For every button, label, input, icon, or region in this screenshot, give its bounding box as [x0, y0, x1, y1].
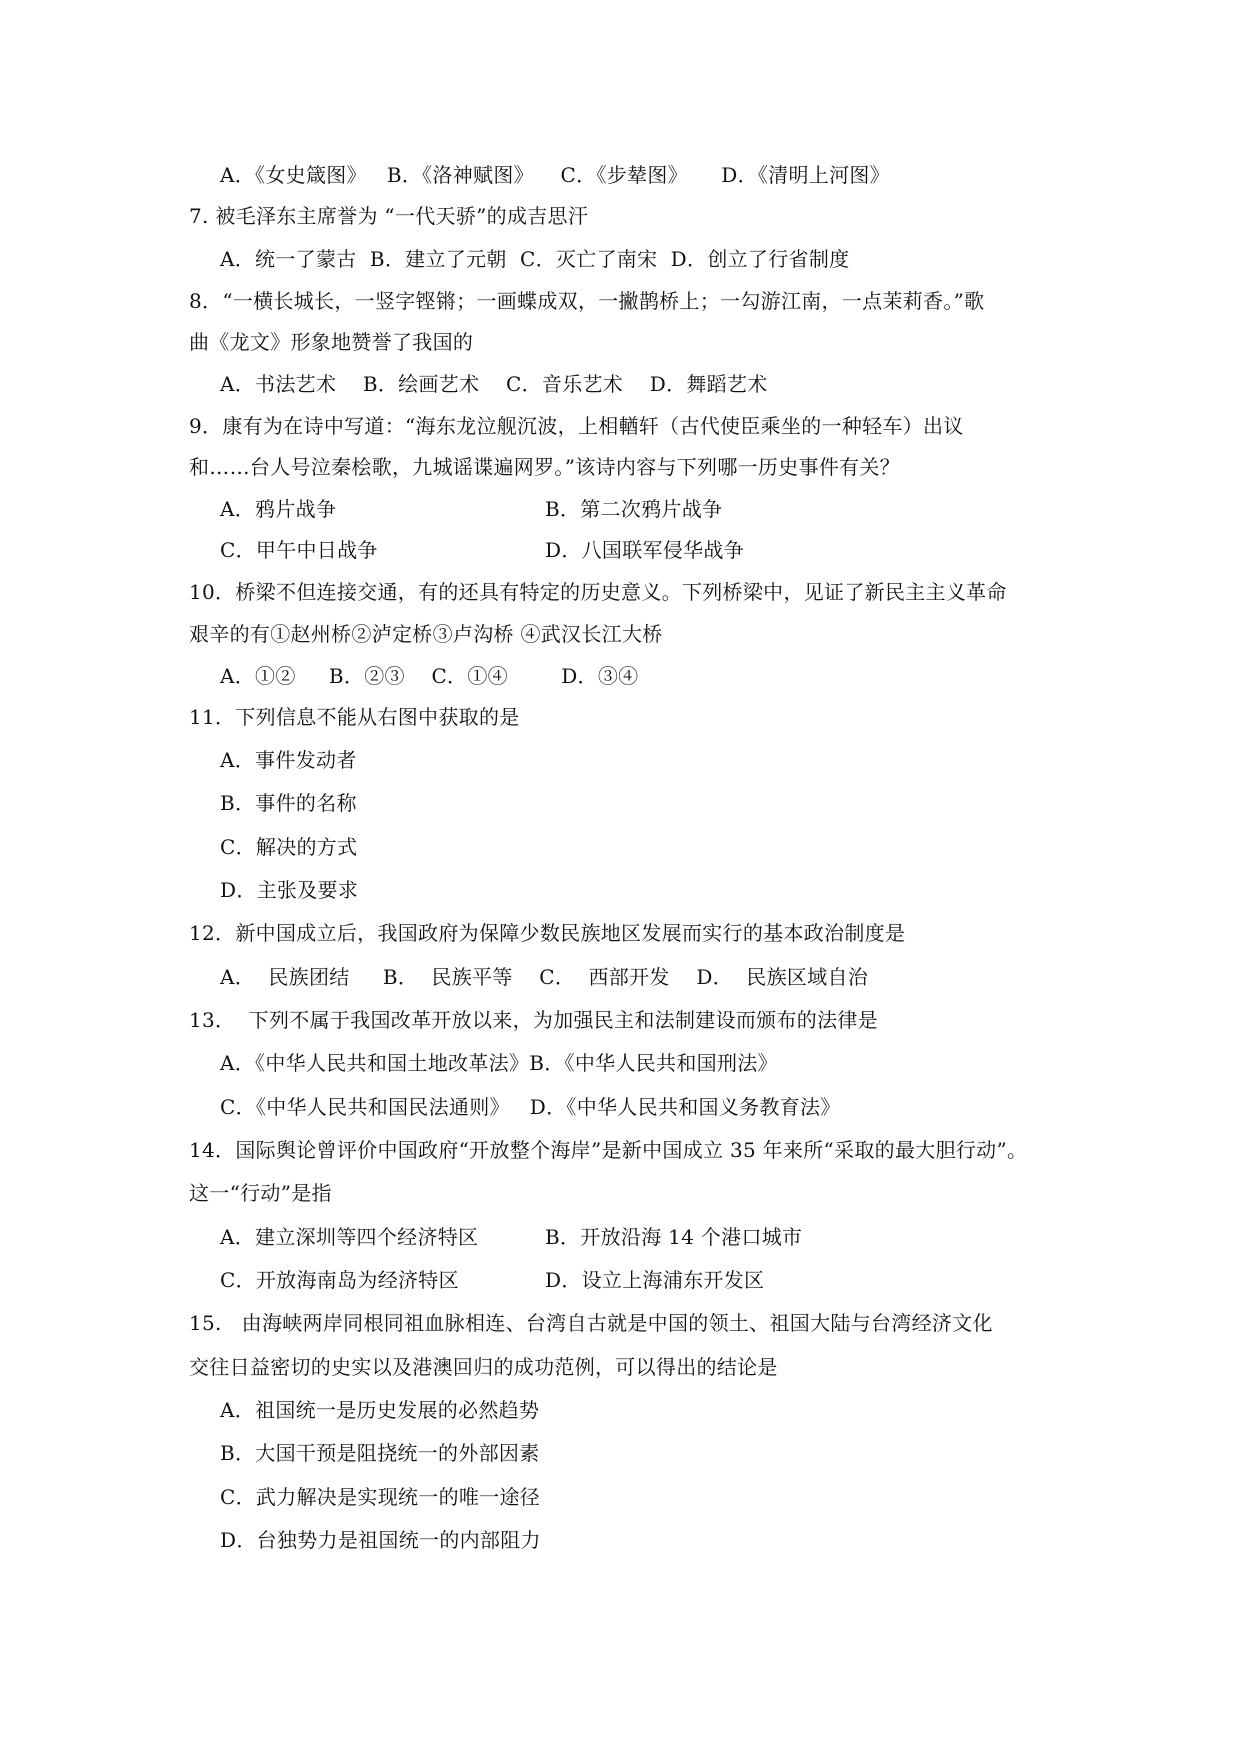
q15-option-a: A．祖国统一是历史发展的必然趋势: [220, 1398, 540, 1422]
q12-options: A． 民族团结 B． 民族平等 C． 西部开发 D． 民族区域自治: [220, 965, 869, 989]
q15-stem-line2: 交往日益密切的史实以及港澳回归的成功范例，可以得出的结论是: [189, 1355, 778, 1379]
q9-option-b: B．第二次鸦片战争: [545, 497, 723, 521]
q9-option-c: C．甲午中日战争: [220, 538, 378, 562]
q10-options: A．①② B．②③ C．①④ D．③④: [220, 664, 639, 688]
q7-options: A．统一了蒙古 B．建立了元朝 C．灭亡了南宋 D．创立了行省制度: [220, 247, 850, 271]
q13-options-ab: A．《中华人民共和国土地改革法》B．《中华人民共和国刑法》: [220, 1051, 778, 1075]
q15-option-b: B．大国干预是阻挠统一的外部因素: [220, 1441, 540, 1465]
q9-option-d: D．八国联军侵华战争: [545, 538, 745, 562]
q15-stem-line1: 15. 由海峡两岸同根同祖血脉相连、台湾自古就是中国的领土、祖国大陆与台湾经济文化: [189, 1311, 993, 1335]
q9-stem-line1: 9．康有为在诗中写道：“海东龙泣舰沉波，上相輶轩（古代使臣乘坐的一种轻车）出议: [189, 414, 964, 438]
q9-option-a: A．鸦片战争: [220, 497, 337, 521]
q14-stem-line1: 14．国际舆论曾评价中国政府“开放整个海岸”是新中国成立 35 年来所“采取的最大胆行动”。: [189, 1138, 1028, 1162]
q13-stem: 13． 下列不属于我国改革开放以来，为加强民主和法制建设而颁布的法律是: [189, 1008, 878, 1032]
q11-option-a: A．事件发动者: [220, 748, 357, 772]
q9-stem-line2: 和……台人号泣秦桧歌，九城谣谍遍网罗。”该诗内容与下列哪一历史事件有关？: [189, 455, 901, 479]
q12-stem: 12．新中国成立后，我国政府为保障少数民族地区发展而实行的基本政治制度是: [189, 921, 906, 945]
q10-stem-line2: 艰辛的有①赵州桥②泸定桥③卢沟桥 ④武汉长江大桥: [189, 622, 663, 646]
q11-option-b: B．事件的名称: [220, 791, 357, 815]
q14-option-b: B．开放沿海 14 个港口城市: [545, 1225, 803, 1249]
q8-options: A．书法艺术 B．绘画艺术 C．音乐艺术 D．舞蹈艺术: [220, 372, 768, 396]
q11-stem: 11．下列信息不能从右图中获取的是: [189, 705, 520, 729]
q10-stem-line1: 10．桥梁不但连接交通，有的还具有特定的历史意义。下列桥梁中，见证了新民主主义革命: [189, 580, 1007, 604]
q8-stem-line2: 曲《龙文》形象地赞誉了我国的: [189, 330, 474, 354]
q8-stem-line1: 8．“一横长城长，一竖字铿锵；一画蝶成双，一撇鹊桥上；一勾游江南，一点茉莉香。”歌: [189, 289, 985, 313]
q11-option-c: C．解决的方式: [220, 835, 358, 859]
q13-options-cd: C．《中华人民共和国民法通则》 D．《中华人民共和国义务教育法》: [220, 1095, 841, 1119]
q14-stem-line2: 这一“行动”是指: [189, 1181, 332, 1205]
q7-stem: 7. 被毛泽东主席誉为 “一代天骄”的成吉思汗: [189, 204, 589, 228]
q14-option-a: A．建立深圳等四个经济特区: [220, 1225, 479, 1249]
q11-option-d: D．主张及要求: [220, 878, 359, 902]
q6-options: A．《女史箴图》 B．《洛神赋图》 C．《步辇图》 D．《清明上河图》: [220, 163, 890, 187]
q14-option-d: D．设立上海浦东开发区: [545, 1268, 765, 1292]
q15-option-c: C．武力解决是实现统一的唯一途径: [220, 1485, 541, 1509]
q15-option-d: D．台独势力是祖国统一的内部阻力: [220, 1528, 541, 1552]
q14-option-c: C．开放海南岛为经济特区: [220, 1268, 459, 1292]
